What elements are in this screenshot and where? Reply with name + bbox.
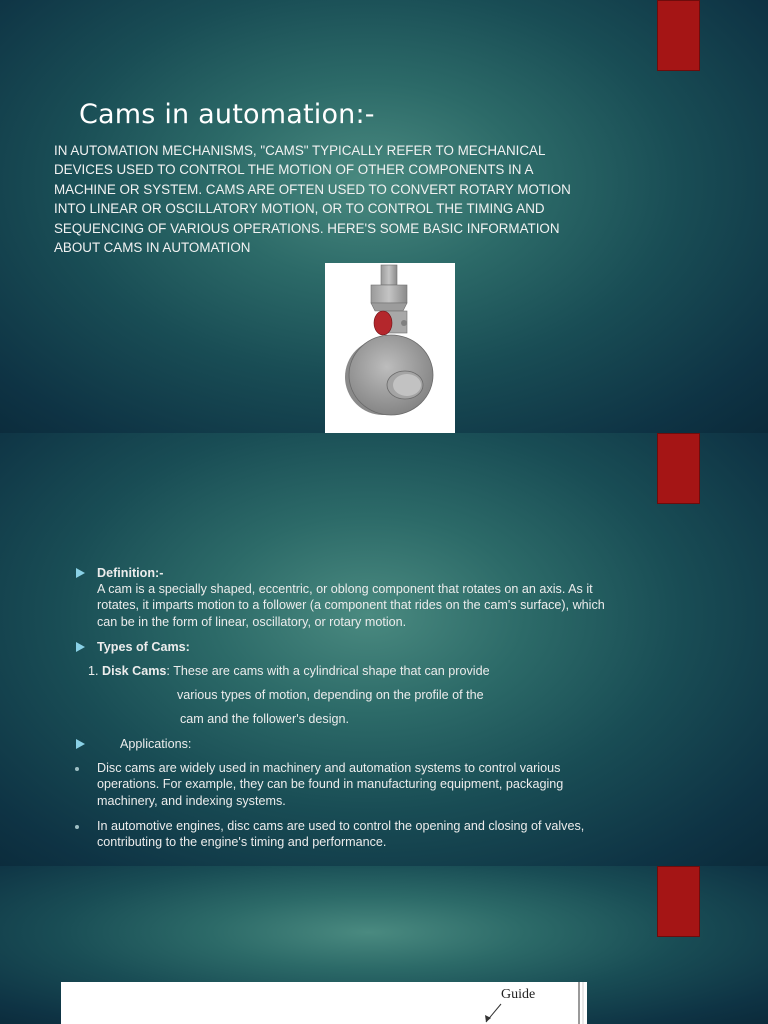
intro-paragraph: IN AUTOMATION MECHANISMS, "CAMS" TYPICALLY REFER TO MECHANICAL DEVICES USED TO CONTROL THE MOTION OF OTHER COMPONENTS IN A MACHINE OR SYSTEM. CAMS ARE OFTEN USED TO CONVERT ROTARY MOTION INTO LINEAR OR OSCILLATORY MOTION, OR TO CONTROL THE TIMING AND SEQUENCING OF VARIOUS OPERATIONS. HERE'S SOME BASIC INFORMATION ABOUT CAMS IN AUTOMATION [54,143,571,256]
bullet-dot-icon [75,825,79,829]
disk-cams-label: Disk Cams [102,664,167,678]
types-heading: Types of Cams: [97,640,190,654]
definition-heading: Definition:- [97,566,164,580]
cam-illustration [325,263,455,433]
slide-2 [0,433,768,866]
slide-3 [0,866,768,1024]
applications-heading: Applications: [120,737,192,751]
disk-cams-line-2: various types of motion, depending on the profile of the [177,688,484,702]
list-number: 1. [88,664,99,678]
bullet-arrow-icon [76,739,85,749]
definition-text: A cam is a specially shaped, eccentric, or oblong component that rotates on an axis. As it rotates, it imparts motion to a follower (a component that rides on the cam's surface), which can be in the form of linear, oscillatory, or rotary motion. [97,582,605,629]
red-accent-tab [657,866,700,937]
guide-label: Guide [501,987,536,1002]
red-accent-tab [657,0,700,71]
slide-title: Cams in automation:- [79,99,375,130]
guide-drawing [61,982,587,1024]
red-accent-tab [657,433,700,504]
disk-cams-text-1: : These are cams with a cylindrical shape that can provide [166,664,490,678]
application-bullet-1: Disc cams are widely used in machinery and automation systems to control various operations. For example, they can be found in manufacturing equipment, packaging machinery, and indexing systems. [97,761,564,808]
slide-1 [0,0,768,433]
disk-cams-line-1 [88,663,490,679]
cam-drawing [325,263,455,433]
bullet-arrow-icon [76,642,85,652]
guide-diagram [61,982,587,1024]
application-bullet-2: In automotive engines, disc cams are used to control the opening and closing of valves, contributing to the engine's timing and performance. [97,819,585,850]
bullet-arrow-icon [76,568,85,578]
disk-cams-line-3: cam and the follower's design. [180,712,350,726]
bullet-dot-icon [75,767,79,771]
